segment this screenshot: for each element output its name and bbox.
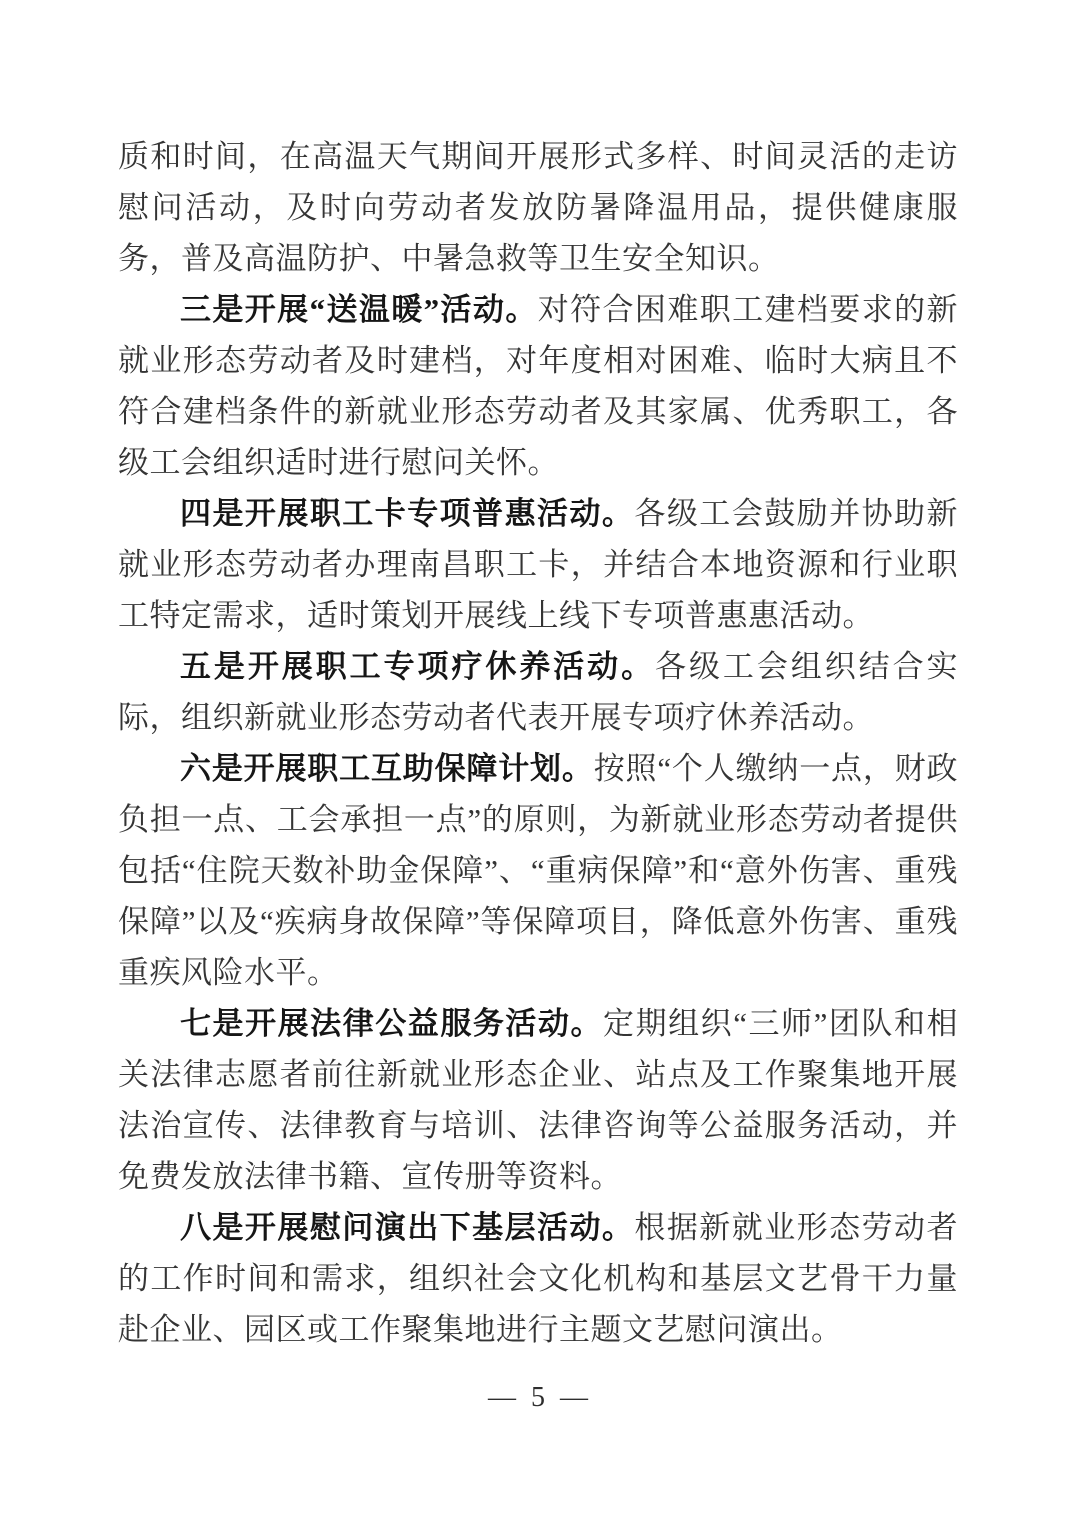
- paragraph: [118, 641, 958, 743]
- paragraph-lead: 七是开展法律公益服务活动。: [180, 1006, 604, 1041]
- paragraph: [118, 998, 958, 1202]
- paragraph-body: 按照“个人缴纳一点，财政负担一点、工会承担一点”的原则，为新就业形态劳动者提供包括“住院天数补助金保障”、“重病保障”和“意外伤害、重残保障”以及“疾病身故保障”等保障项目，降低意外伤害、重残重疾风险水平。: [118, 751, 959, 990]
- paragraph-lead: 三是开展“送温暖”活动。: [180, 292, 538, 327]
- paragraph: [118, 488, 958, 641]
- paragraph-body: 质和时间，在高温天气期间开展形式多样、时间灵活的走访慰问活动，及时向劳动者发放防暑降温用品，提供健康服务，普及高温防护、中暑急救等卫生安全知识。: [118, 139, 958, 276]
- paragraph: [118, 284, 958, 488]
- paragraph-body: 各级工会鼓励并协助新就业形态劳动者办理南昌职工卡，并结合本地资源和行业职工特定需求，适时策划开展线上线下专项普惠惠活动。: [118, 496, 958, 633]
- paragraph-body: 各级工会组织结合实际，组织新就业形态劳动者代表开展专项疗休养活动。: [118, 649, 959, 735]
- paragraph-lead: 八是开展慰问演出下基层活动。: [180, 1210, 635, 1245]
- paragraph-body: 定期组织“三师”团队和相关法律志愿者前往新就业形态企业、站点及工作聚集地开展法治宣传、法律教育与培训、法律咨询等公益服务活动，并免费发放法律书籍、宣传册等资料。: [118, 1006, 958, 1194]
- document-body: [118, 131, 958, 1355]
- paragraph-lead: 五是开展职工专项疗休养活动。: [180, 649, 656, 684]
- paragraph-body: 对符合困难职工建档要求的新就业形态劳动者及时建档，对年度相对困难、临时大病且不符合建档条件的新就业形态劳动者及其家属、优秀职工，各级工会组织适时进行慰问关怀。: [118, 292, 958, 480]
- paragraph-lead: 四是开展职工卡专项普惠活动。: [180, 496, 635, 531]
- paragraph-body: 根据新就业形态劳动者的工作时间和需求，组织社会文化机构和基层文艺骨干力量赴企业、园区或工作聚集地进行主题文艺慰问演出。: [118, 1210, 958, 1347]
- page-number: — 5 —: [488, 1382, 592, 1413]
- paragraph-lead: 六是开展职工互助保障计划。: [180, 751, 594, 786]
- paragraph: [118, 743, 958, 998]
- paragraph: [118, 1202, 958, 1355]
- paragraph: [118, 131, 958, 284]
